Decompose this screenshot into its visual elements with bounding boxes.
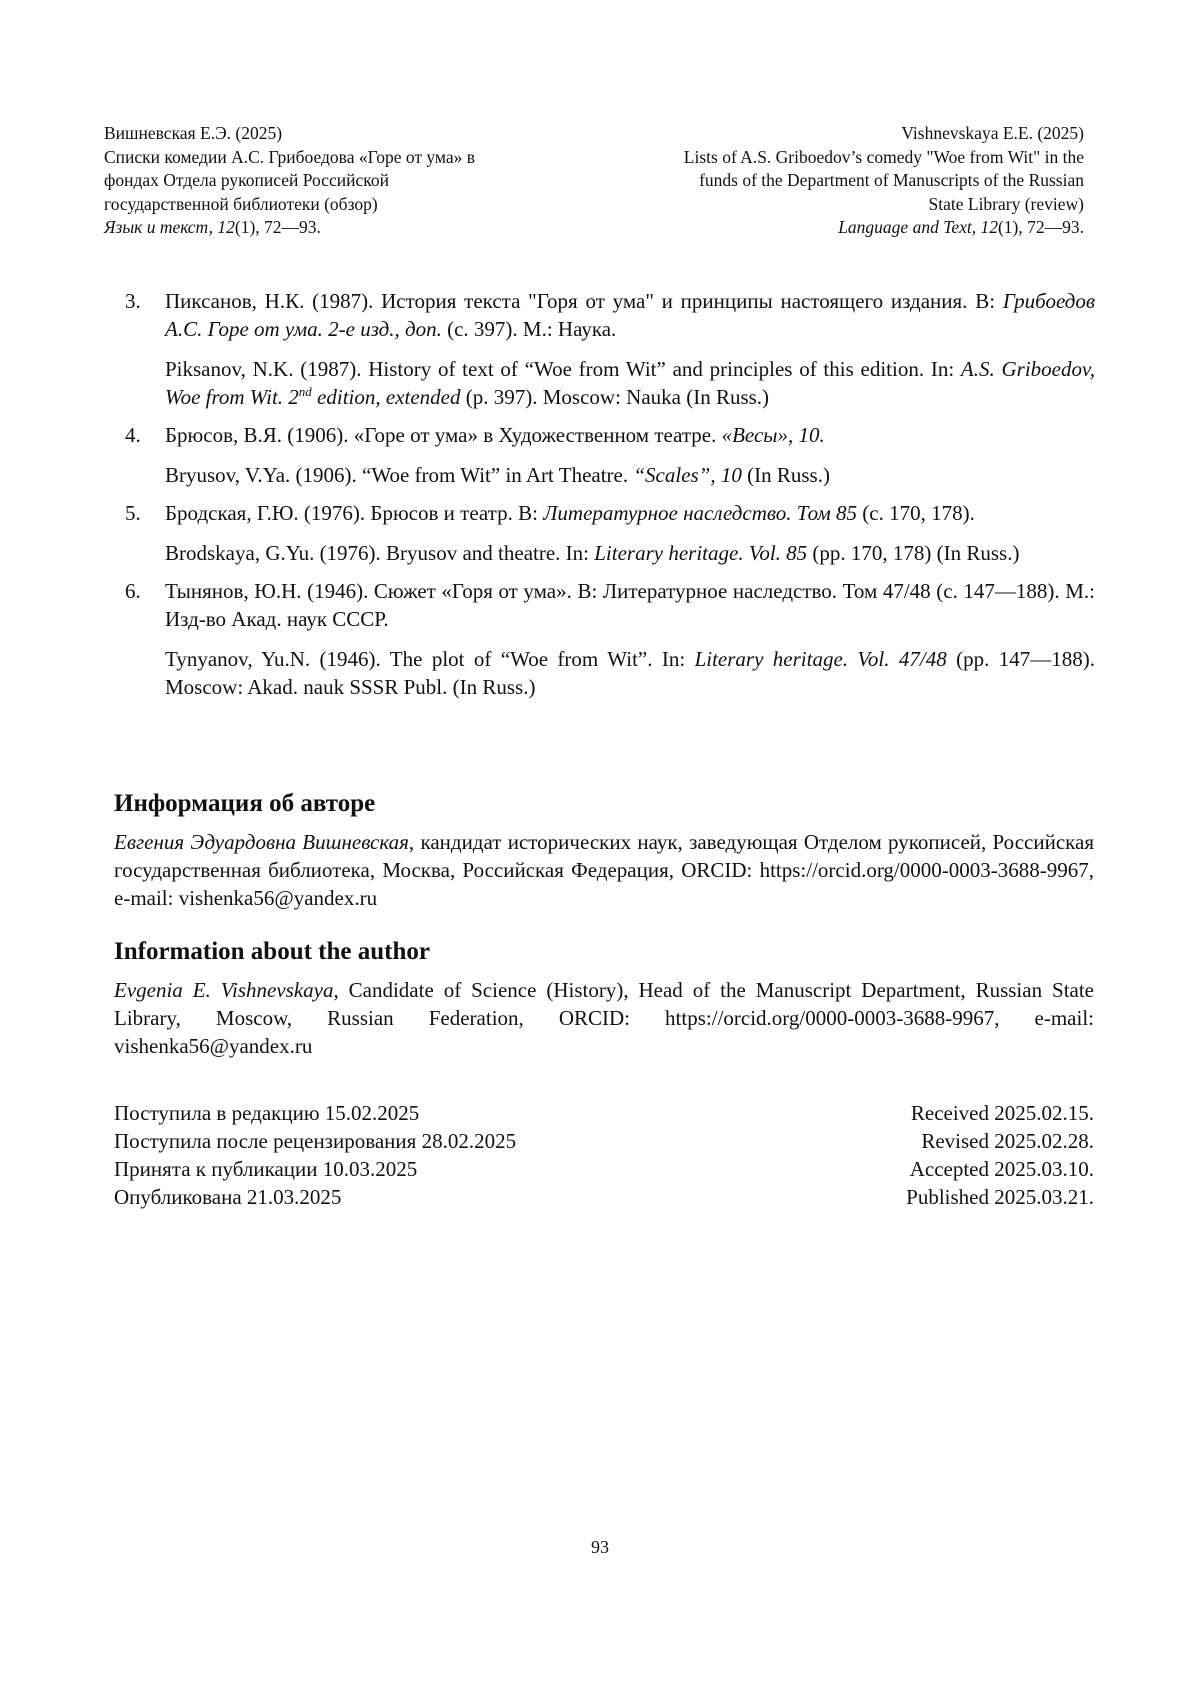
reference-en (165, 539, 1095, 567)
ref-text: Tynyanov, Yu.N. (1946). The plot of “Woe from Wit”. In: (165, 647, 695, 671)
author-details: , кандидат исторических наук, заведующая Отделом рукописей, Российская государственная библиотека, Москва, Российская Федерация, ORCID: https://orcid.org/0000-0003-3688-9967, e-mail: vishenka56@yandex.ru (114, 830, 1094, 910)
ref-source: edition, extended (312, 385, 461, 409)
ref-text: Брюсов, В.Я. (1906). «Горе от ума» в Художественном театре. (165, 423, 722, 447)
section-heading: Information about the author (114, 936, 1094, 968)
reference-item (125, 499, 1095, 567)
author-bio (114, 828, 1094, 912)
reference-ru (165, 577, 1095, 633)
author-name: Евгения Эдуардовна Вишневская (114, 830, 409, 854)
date-published: Published 2025.03.21. (906, 1183, 1094, 1211)
author-bio (114, 976, 1094, 1060)
section-heading: Информация об авторе (114, 788, 1094, 820)
ref-text: Bryusov, V.Ya. (1906). “Woe from Wit” in Art Theatre. (165, 463, 633, 487)
journal-volume: 12 (217, 217, 235, 237)
date-accepted: Принята к публикации 10.03.2025 (114, 1155, 516, 1183)
header-left-journal (104, 216, 564, 240)
ref-text: (с. 397). М.: Наука. (442, 317, 616, 341)
date-received: Поступила в редакцию 15.02.2025 (114, 1099, 516, 1127)
reference-en (165, 461, 1095, 489)
journal-volume: 12 (980, 217, 998, 237)
reference-item (125, 577, 1095, 701)
header-right-en (604, 122, 1084, 240)
running-header (104, 122, 1084, 240)
reference-number: 4. (125, 421, 165, 489)
ref-source: “Scales”, 10 (633, 463, 742, 487)
ref-source: Literary heritage. Vol. 85 (594, 541, 807, 565)
reference-en (165, 355, 1095, 411)
page-number: 93 (0, 1537, 1200, 1558)
dates-en (906, 1099, 1094, 1211)
journal-name: Language and Text, (838, 217, 976, 237)
ref-text: Тынянов, Ю.Н. (1946). Сюжет «Горя от ума». В: Литературное наследство. Том 47/48 (с. 147—188). М.: Изд-во Акад. наук СССР. (165, 579, 1095, 631)
author-details: , Candidate of Science (History), Head of the Manuscript Department, Russian State Library, Moscow, Russian Federation, ORCID: https://orcid.org/0000-0003-3688-9967, e-mail: vishenka56@yandex.ru (114, 978, 1094, 1058)
ref-superscript: nd (299, 384, 312, 399)
ref-source: «Весы», 10. (722, 423, 825, 447)
author-info-en (114, 936, 1094, 1060)
ref-text: (pp. 170, 178) (In Russ.) (807, 541, 1019, 565)
ref-text: (p. 397). Moscow: Nauka (In Russ.) (461, 385, 770, 409)
ref-source: A.S. Griboedov, Woe from Wit. 2 (165, 357, 1095, 409)
reference-list (125, 287, 1095, 711)
ref-text: (с. 170, 178). (857, 501, 975, 525)
journal-name: Язык и текст, (104, 217, 213, 237)
reference-item (125, 421, 1095, 489)
ref-text: Бродская, Г.Ю. (1976). Брюсов и театр. В: (165, 501, 543, 525)
header-right-line: Vishnevskaya E.E. (2025) (604, 122, 1084, 146)
header-right-line: State Library (review) (604, 193, 1084, 217)
ref-text: (In Russ.) (742, 463, 830, 487)
date-revised: Поступила после рецензирования 28.02.2025 (114, 1127, 516, 1155)
date-revised: Revised 2025.02.28. (906, 1127, 1094, 1155)
reference-ru (165, 287, 1095, 343)
dates-ru (114, 1099, 516, 1211)
reference-en (165, 645, 1095, 701)
header-left-ru (104, 122, 564, 240)
ref-text: Пиксанов, Н.К. (1987). История текста "Горя от ума" и принципы настоящего издания. В: (165, 289, 1003, 313)
ref-text: (pp. 147—188). Moscow: Akad. nauk SSSR Publ. (In Russ.) (165, 647, 1095, 699)
reference-number: 3. (125, 287, 165, 411)
publication-dates (114, 1099, 1094, 1211)
ref-source: Литературное наследство. Том 85 (543, 501, 857, 525)
ref-source: Грибоедов А.С. Горе от ума. 2-е изд., доп. (165, 289, 1095, 341)
date-accepted: Accepted 2025.03.10. (906, 1155, 1094, 1183)
author-name: Evgenia E. Vishnevskaya (114, 978, 333, 1002)
ref-source: Literary heritage. Vol. 47/48 (695, 647, 947, 671)
journal-issue: (1), 72—93. (998, 217, 1084, 237)
header-right-journal (604, 216, 1084, 240)
date-published: Опубликована 21.03.2025 (114, 1183, 516, 1211)
header-left-line: Списки комедии А.С. Грибоедова «Горе от ума» в (104, 146, 564, 170)
header-right-line: funds of the Department of Manuscripts of the Russian (604, 169, 1084, 193)
header-left-line: фондах Отдела рукописей Российской (104, 169, 564, 193)
reference-number: 6. (125, 577, 165, 701)
ref-text: Brodskaya, G.Yu. (1976). Bryusov and theatre. In: (165, 541, 594, 565)
header-left-line: государственной библиотеки (обзор) (104, 193, 564, 217)
reference-ru (165, 421, 1095, 449)
reference-item (125, 287, 1095, 411)
header-left-line: Вишневская Е.Э. (2025) (104, 122, 564, 146)
reference-ru (165, 499, 1095, 527)
journal-issue: (1), 72—93. (235, 217, 321, 237)
date-received: Received 2025.02.15. (906, 1099, 1094, 1127)
header-right-line: Lists of A.S. Griboedov’s comedy "Woe from Wit" in the (604, 146, 1084, 170)
author-info-ru (114, 788, 1094, 912)
ref-text: Piksanov, N.K. (1987). History of text of “Woe from Wit” and principles of this edition. In: (165, 357, 961, 381)
reference-number: 5. (125, 499, 165, 567)
